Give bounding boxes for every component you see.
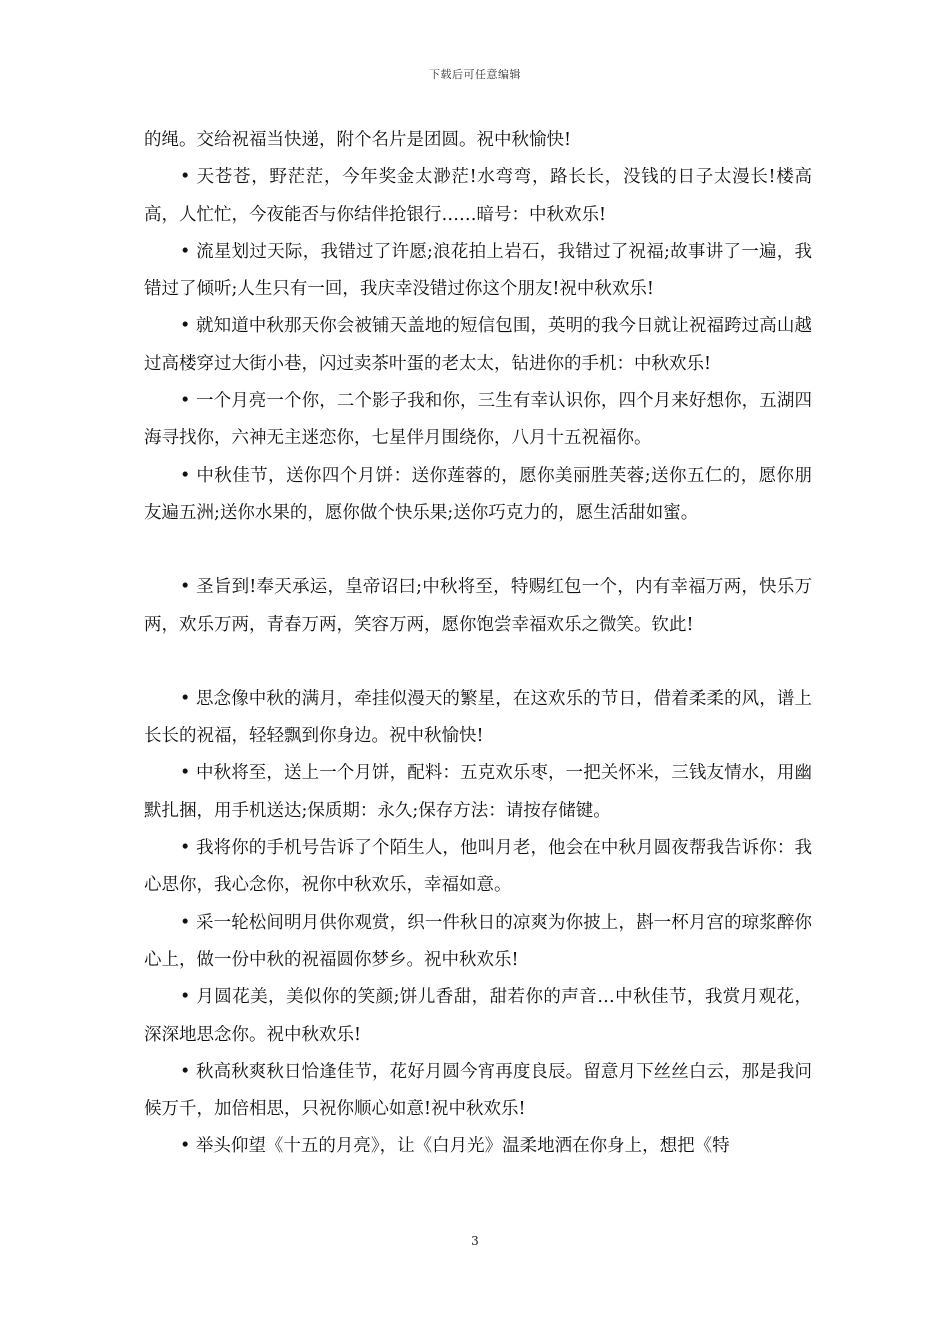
paragraph: • 一个月亮一个你，二个影子我和你，三生有幸认识你，四个月来好想你，五湖四海寻找你，六神无主迷恋你，七星伴月围绕你，八月十五祝福你。 [144, 391, 812, 449]
paragraph: • 中秋将至，送上一个月饼，配料：五克欢乐枣，一把关怀米，三钱友情水，用幽默扎捆，用手机送达;保质期：永久;保存方法：请按存储键。 [144, 763, 812, 821]
blank-line [144, 644, 812, 681]
paragraph: • 采一轮松间明月供你观赏，织一件秋日的凉爽为你披上，斟一杯月宫的琼浆醉你心上，做一份中秋的祝福圆你梦乡。祝中秋欢乐! [144, 912, 812, 970]
paragraph: • 思念像中秋的满月，牵挂似漫天的繁星，在这欢乐的节日，借着柔柔的风，谱上长长的祝福，轻轻飘到你身边。祝中秋愉快! [144, 688, 812, 747]
blank-line [144, 532, 812, 569]
paragraph: • 我将你的手机号告诉了个陌生人，他叫月老，他会在中秋月圆夜帮我告诉你：我心思你，我心念你，祝你中秋欢乐，幸福如意。 [144, 838, 812, 896]
page-header: 下载后可任意编辑 [429, 68, 521, 81]
paragraph: 的绳。交给祝福当快递，附个名片是团圆。祝中秋愉快! [144, 130, 572, 150]
paragraph: • 就知道中秋那天你会被铺天盖地的短信包围，英明的我今日就让祝福跨过高山越过高楼穿过大街小巷，闪过卖茶叶蛋的老太太，钻进你的手机：中秋欢乐! [144, 316, 812, 374]
paragraph: • 秋高秋爽秋日恰逢佳节，花好月圆今宵再度良辰。留意月下丝丝白云，那是我问候万千，加倍相思，只祝你顺心如意!祝中秋欢乐! [144, 1061, 812, 1120]
paragraph: • 举头仰望《十五的月亮》，让《白月光》温柔地洒在你身上，想把《特 [180, 1136, 730, 1157]
document-body [144, 122, 812, 1166]
paragraph: • 天苍苍，野茫茫，今年奖金太渺茫!水弯弯，路长长，没钱的日子太漫长!楼高高，人忙忙，今夜能否与你结伴抢银行……暗号：中秋欢乐! [144, 167, 812, 225]
paragraph: • 流星划过天际，我错过了许愿;浪花拍上岩石，我错过了祝福;故事讲了一遍，我错过了倾听;人生只有一回，我庆幸没错过你这个朋友!祝中秋欢乐! [144, 241, 812, 300]
page-number: 3 [471, 1234, 479, 1248]
paragraph: • 圣旨到!奉天承运，皇帝诏曰;中秋将至，特赐红包一个，内有幸福万两，快乐万两，欢乐万两，青春万两，笑容万两，愿你饱尝幸福欢乐之微笑。钦此! [144, 577, 812, 635]
paragraph: • 月圆花美，美似你的笑颜;饼儿香甜，甜若你的声音…中秋佳节，我赏月观花，深深地思念你。祝中秋欢乐! [144, 987, 812, 1045]
paragraph: • 中秋佳节，送你四个月饼：送你莲蓉的，愿你美丽胜芙蓉;送你五仁的，愿你朋友遍五洲;送你水果的，愿你做个快乐果;送你巧克力的，愿生活甜如蜜。 [144, 465, 812, 523]
